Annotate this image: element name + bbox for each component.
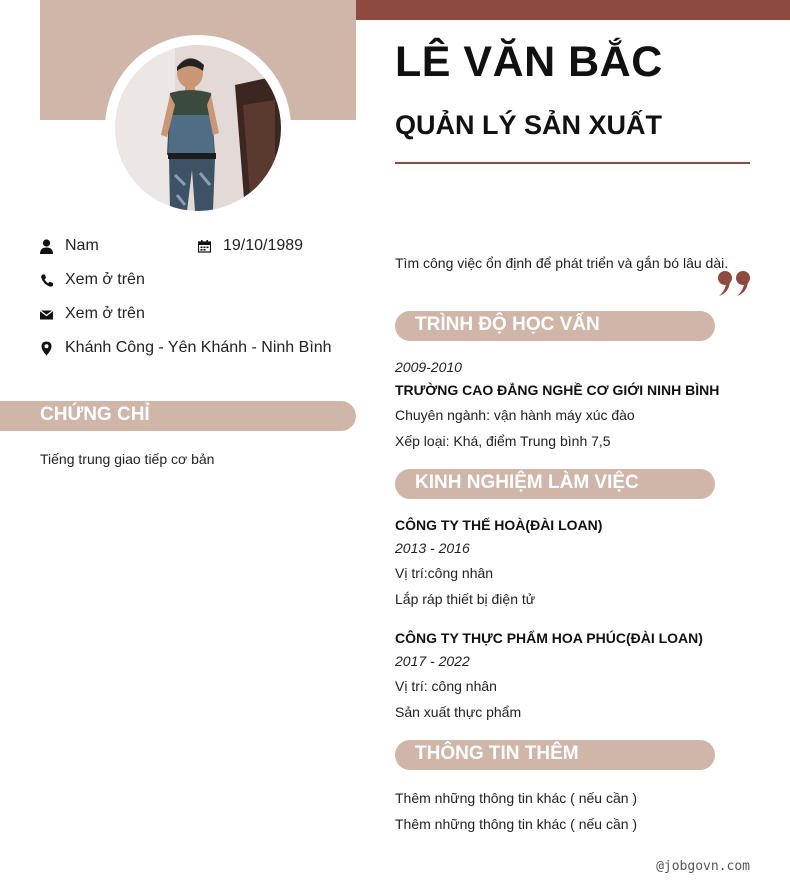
gender-value: Nam xyxy=(65,237,99,254)
certificates-heading: CHỨNG CHỈ xyxy=(40,404,150,425)
birthdate-value: 19/10/1989 xyxy=(223,237,304,254)
address-row xyxy=(40,339,332,357)
phone-value: Xem ở trên xyxy=(65,271,145,288)
experience-position: Vị trí:công nhân xyxy=(395,565,494,581)
experience-period: 2013 - 2016 xyxy=(395,540,470,556)
education-period: 2009-2010 xyxy=(395,359,462,375)
experience-position: Vị trí: công nhân xyxy=(395,678,497,694)
avatar xyxy=(115,45,281,211)
experience-company: CÔNG TY THẾ HOÀ(ĐÀI LOAN) xyxy=(395,517,603,533)
career-objective: Tìm công việc ổn định để phát triển và gắn bó lâu dài. xyxy=(395,255,729,271)
additional-info-header xyxy=(395,740,715,770)
education-major: Chuyên ngành: vận hành máy xúc đào xyxy=(395,407,635,423)
birthdate-row xyxy=(198,237,303,255)
user-icon xyxy=(40,239,53,254)
phone-row xyxy=(40,271,145,289)
phone-icon xyxy=(40,273,53,288)
job-title: QUẢN LÝ SẢN XUẤT xyxy=(395,110,663,140)
additional-info-heading: THÔNG TIN THÊM xyxy=(415,743,579,764)
additional-info-item: Thêm những thông tin khác ( nếu cần ) xyxy=(395,816,638,832)
email-row xyxy=(40,305,145,323)
experience-company: CÔNG TY THỰC PHẨM HOA PHÚC(ĐÀI LOAN) xyxy=(395,630,703,646)
experience-description: Sản xuất thực phẩm xyxy=(395,704,522,720)
quote-icon xyxy=(716,268,752,298)
education-header xyxy=(395,311,715,341)
education-school: TRƯỜNG CAO ĐẲNG NGHỀ CƠ GIỚI NINH BÌNH xyxy=(395,382,720,398)
education-grade: Xếp loại: Khá, điểm Trung bình 7,5 xyxy=(395,433,611,449)
experience-period: 2017 - 2022 xyxy=(395,653,470,669)
title-divider xyxy=(395,162,750,164)
certificates-header xyxy=(0,401,356,431)
calendar-icon xyxy=(198,239,211,254)
gender-row xyxy=(40,237,99,255)
experience-header xyxy=(395,469,715,499)
experience-description: Lắp ráp thiết bị điện tử xyxy=(395,591,536,607)
location-pin-icon xyxy=(40,341,53,356)
email-value: Xem ở trên xyxy=(65,305,145,322)
envelope-icon xyxy=(40,307,53,322)
additional-info-item: Thêm những thông tin khác ( nếu cần ) xyxy=(395,790,638,806)
top-accent-bar xyxy=(356,0,790,20)
experience-heading: KINH NGHIỆM LÀM VIỆC xyxy=(415,472,639,493)
footer-credit: @jobgovn.com xyxy=(656,859,750,874)
education-heading: TRÌNH ĐỘ HỌC VẤN xyxy=(415,314,600,335)
address-value: Khánh Công - Yên Khánh - Ninh Bình xyxy=(65,339,332,356)
certificate-item: Tiếng trung giao tiếp cơ bản xyxy=(40,451,215,467)
candidate-name: LÊ VĂN BẮC xyxy=(395,38,663,86)
